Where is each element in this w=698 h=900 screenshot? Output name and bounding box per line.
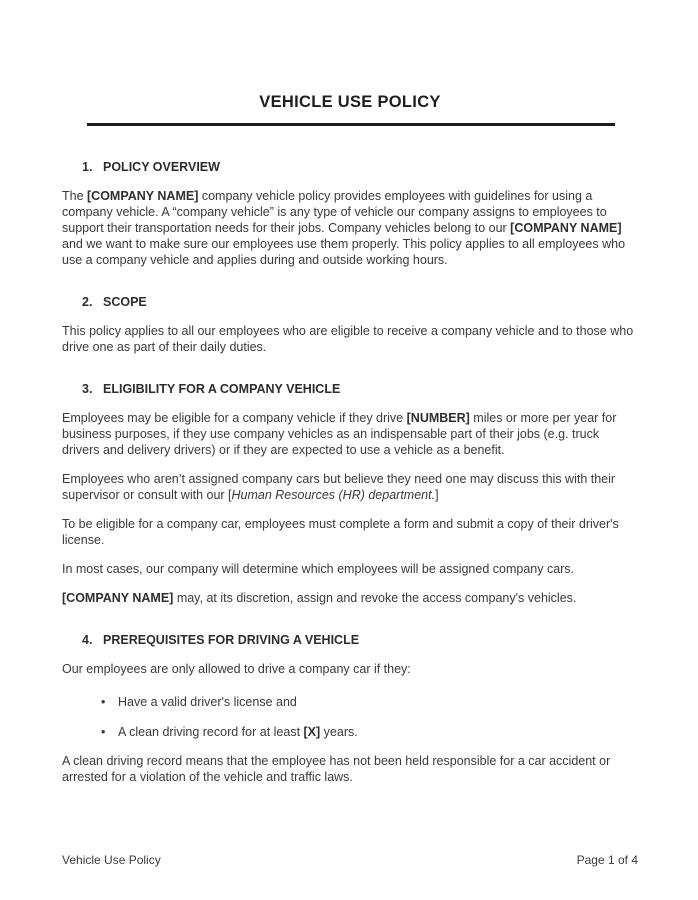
section-heading-label: PREREQUISITES FOR DRIVING A VEHICLE: [103, 633, 360, 647]
text-run: A clean driving record means that the employee has not been held responsible for a car accident or arrested for a violation of the vehicle and traffic laws.: [62, 754, 611, 784]
text-run: [X]: [303, 725, 321, 739]
text-run: A clean driving record for at least: [118, 725, 304, 739]
text-run: Human Resources (HR) department.: [231, 488, 436, 502]
text-run: may, at its discretion, assign and revoke the access company's vehicles.: [173, 591, 577, 605]
paragraph: [62, 410, 638, 458]
policy-section-3: [62, 381, 638, 606]
paragraph: [62, 661, 638, 677]
text-run: [COMPANY NAME]: [510, 221, 622, 235]
page-footer: [62, 853, 638, 867]
text-run: In most cases, our company will determine which employees will be assigned company cars.: [62, 562, 575, 576]
text-run: This policy applies to all our employees who are eligible to receive a company vehicle and to those who drive one as part of their daily duties.: [62, 324, 634, 354]
text-run: company vehicle policy provides employees with guidelines for using a company vehicle. A “company vehicle” is any type of vehicle our company assigns to employees to support their transportation needs for their jobs. Company vehicles belong to our: [62, 189, 607, 235]
text-run: Employees who aren’t assigned company cars but believe they need one may discuss this with their supervisor or consult with our [: [62, 472, 616, 502]
text-run: [NUMBER]: [406, 411, 470, 425]
paragraph: [62, 188, 638, 268]
footer-page-number: Page 1 of 4: [576, 853, 638, 867]
document-body: [62, 159, 638, 785]
text-run: Employees may be eligible for a company vehicle if they drive: [62, 411, 407, 425]
text-run: and we want to make sure our employees use them properly. This policy applies to all employees who use a company vehicle and applies during and outside working hours.: [62, 237, 626, 267]
text-run: [COMPANY NAME]: [62, 591, 174, 605]
policy-section-4: [62, 632, 638, 785]
text-run: Our employees are only allowed to drive a company car if they:: [62, 662, 411, 676]
bullet-item: [62, 694, 638, 710]
bullet-list: [62, 694, 638, 740]
section-heading: [62, 159, 638, 175]
paragraph: [62, 753, 638, 785]
paragraph: [62, 323, 638, 355]
section-number: 4.: [82, 633, 93, 647]
section-heading: [62, 381, 638, 397]
title-rule: [87, 123, 615, 126]
text-run: miles or more per year for business purposes, if they use company vehicles as an indispensable part of their jobs (e.g. truck drivers and delivery drivers) or if they are expected to use a vehicle as a benefit.: [62, 411, 617, 457]
paragraph: [62, 516, 638, 548]
section-number: 3.: [82, 382, 93, 396]
paragraph: [62, 561, 638, 577]
bullet-item: [62, 724, 638, 740]
section-heading: [62, 294, 638, 310]
section-heading-label: SCOPE: [103, 295, 147, 309]
section-number: 2.: [82, 295, 93, 309]
text-run: [COMPANY NAME]: [87, 189, 199, 203]
section-heading: [62, 632, 638, 648]
text-run: The: [62, 189, 88, 203]
document-title: VEHICLE USE POLICY: [259, 93, 441, 111]
section-heading-label: POLICY OVERVIEW: [103, 160, 220, 174]
policy-section-2: [62, 294, 638, 355]
footer-document-name: Vehicle Use Policy: [62, 853, 161, 867]
section-heading-label: ELIGIBILITY FOR A COMPANY VEHICLE: [103, 382, 341, 396]
paragraph: [62, 590, 638, 606]
text-run: ]: [435, 488, 439, 502]
text-run: years.: [320, 725, 358, 739]
text-run: To be eligible for a company car, employees must complete a form and submit a copy of their driver's license.: [62, 517, 619, 547]
policy-section-1: [62, 159, 638, 268]
paragraph: [62, 471, 638, 503]
section-number: 1.: [82, 160, 93, 174]
text-run: Have a valid driver's license and: [118, 695, 297, 709]
